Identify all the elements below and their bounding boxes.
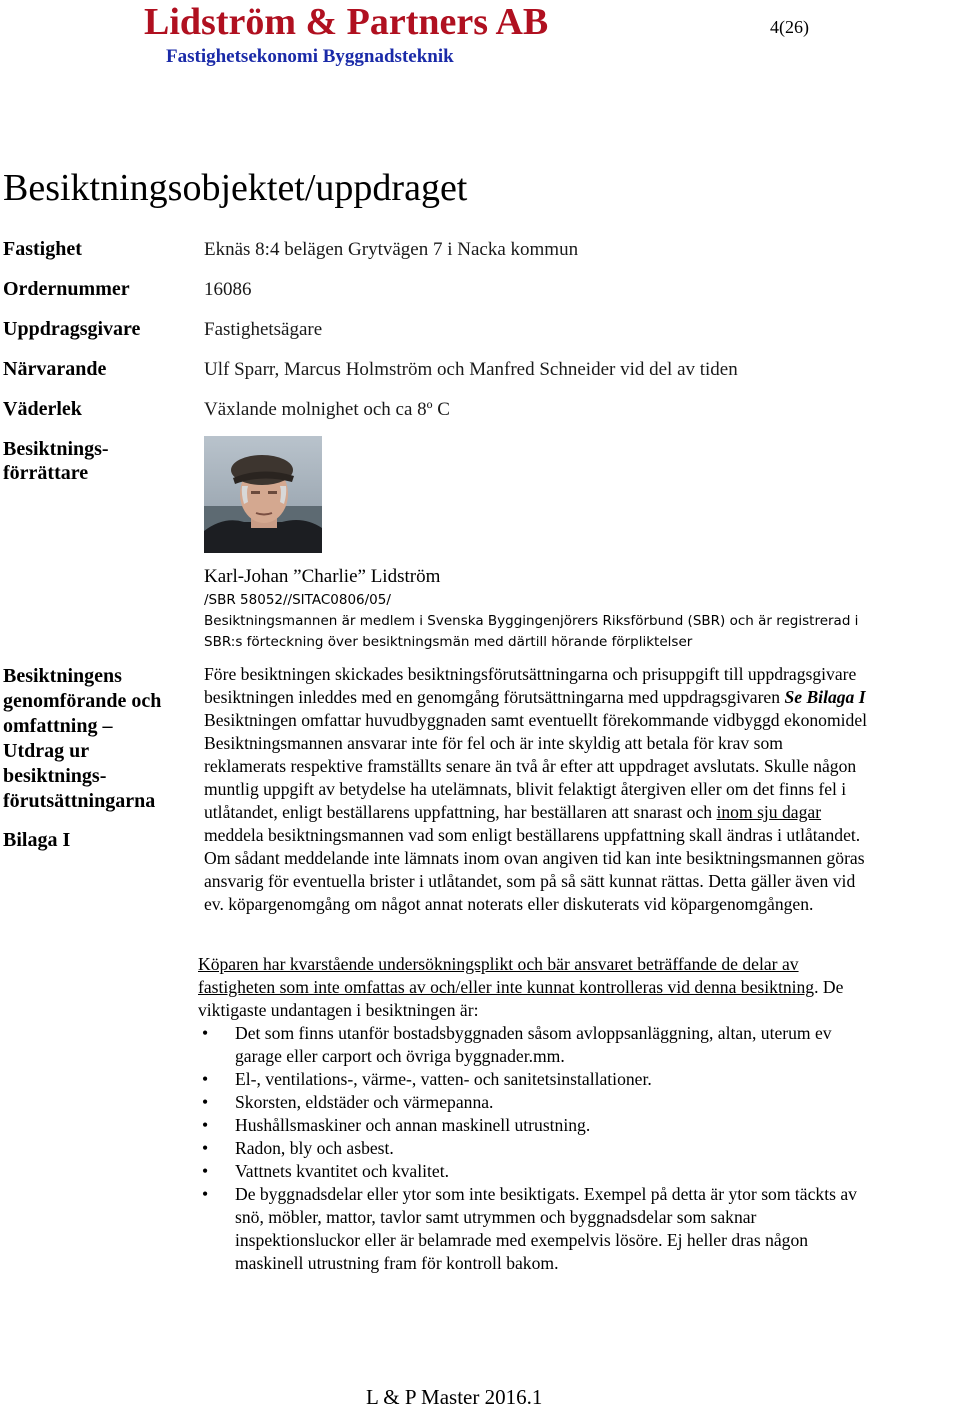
- text-line: Om sådant meddelande inte lämnats inom ovan angiven tid kan inte besiktningsmannen göras: [204, 848, 865, 868]
- list-item: [198, 1160, 938, 1183]
- label-besiktningsforrattare-1: Besiktnings-: [3, 438, 109, 460]
- bilaga-label: Bilaga I: [3, 829, 71, 851]
- text-line: meddela besiktningsmannen vad som enligt beställarens uppfattning skall ändras i utlåtandet.: [204, 825, 861, 845]
- text-line: reklamerats respektive framställts senare än två år efter att uppdraget avslutats. Skulle någon: [204, 756, 857, 776]
- list-item: [198, 1183, 938, 1275]
- section-label-line: omfattning –: [3, 715, 113, 737]
- text-line: viktigaste undantagen i besiktningen är:: [198, 1000, 479, 1020]
- company-name: Lidström & Partners AB: [144, 1, 549, 43]
- text-line: garage eller carport och övriga byggnader.mm.: [235, 1046, 565, 1066]
- list-item: [198, 1022, 938, 1068]
- inspector-photo: [204, 436, 322, 553]
- section-label-line: Besiktningens: [3, 665, 122, 687]
- value-vaderlek: Växlande molnighet och ca 8º C: [204, 399, 450, 420]
- text-line: snö, möbler, mattor, tavlor samt utrymmen och byggnadsdelar som saknar: [235, 1207, 757, 1227]
- value-fastighet: Eknäs 8:4 belägen Grytvägen 7 i Nacka kommun: [204, 239, 579, 260]
- company-subtitle: Fastighetsekonomi Byggnadsteknik: [166, 46, 454, 67]
- text-line: Skorsten, eldstäder och värmepanna.: [235, 1092, 494, 1112]
- label-vaderlek: Väderlek: [3, 398, 82, 420]
- text-segment: utlåtandet, enligt beställarens uppfattning, har beställaren att snarast och: [204, 802, 713, 822]
- footer-text: L & P Master 2016.1: [366, 1385, 543, 1409]
- bullet-icon: •: [202, 1184, 209, 1204]
- text-line: Köparen har kvarstående undersökningsplikt och bär ansvaret beträffande de delar av: [198, 954, 799, 974]
- text-segment: fastigheten som inte omfattas av och/eller inte kunnat kontrolleras vid denna besiktning: [198, 977, 815, 997]
- bullet-icon: •: [202, 1115, 209, 1135]
- label-uppdragsgivare: Uppdragsgivare: [3, 318, 141, 340]
- section-label-line: besiktnings-: [3, 765, 107, 787]
- section-label-line: genomförande och: [3, 690, 162, 712]
- text-line: El-, ventilations-, värme-, vatten- och sanitetsinstallationer.: [235, 1069, 652, 1089]
- text-line: Radon, bly och asbest.: [235, 1138, 394, 1158]
- se-bilaga-reference: Se Bilaga I: [784, 687, 866, 707]
- deadline-underlined: inom sju dagar: [716, 802, 822, 822]
- text-line: Före besiktningen skickades besiktningsförutsättningarna och prisuppgift till uppdragsgivare: [204, 664, 857, 684]
- bullet-icon: •: [202, 1161, 209, 1181]
- label-ordernummer: Ordernummer: [3, 278, 130, 300]
- text-line: Besiktningsmannen ansvarar inte för fel och är inte skyldig att betala för krav som: [204, 733, 783, 753]
- list-item: [198, 1091, 938, 1114]
- text-line: maskinell utrustning fram för kontroll bakom.: [235, 1253, 559, 1273]
- section-label-line: Utdrag ur: [3, 740, 90, 762]
- inspector-name: Karl-Johan ”Charlie” Lidström: [204, 566, 441, 587]
- text-line: Besiktningen omfattar huvudbyggnaden samt eventuellt förekommande vidbyggd ekonomidel: [204, 710, 868, 730]
- text-line: Vattnets kvantitet och kvalitet.: [235, 1161, 450, 1181]
- label-besiktningsforrattare-2: förrättare: [3, 462, 89, 484]
- bullet-icon: •: [202, 1023, 209, 1043]
- exclusions-section: [198, 953, 938, 1275]
- value-uppdragsgivare: Fastighetsägare: [204, 319, 323, 340]
- list-item: [198, 1068, 938, 1091]
- text-line: [204, 801, 958, 824]
- text-line: Hushållsmaskiner och annan maskinell utrustning.: [235, 1115, 591, 1135]
- inspector-membership-1: Besiktningsmannen är medlem i Svenska Byggingenjörers Riksförbund (SBR) och är registrerad i: [204, 613, 859, 629]
- bullet-icon: •: [202, 1092, 209, 1112]
- section-text: [204, 663, 958, 916]
- text-line: ev. köpargenomgång om något annat noterats eller diskuterats vid köpargenomgången.: [204, 894, 814, 914]
- text-line: ansvarig för eventuella brister i utlåtandet, som på så sätt kunnat rättas. Detta gäller även vid: [204, 871, 856, 891]
- list-item: [198, 1114, 938, 1137]
- page-title: Besiktningsobjektet/uppdraget: [3, 167, 468, 209]
- text-line: [198, 976, 938, 999]
- label-fastighet: Fastighet: [3, 238, 82, 260]
- text-segment: . De: [814, 977, 844, 997]
- text-line: Det som finns utanför bostadsbyggnaden såsom avloppsanläggning, altan, uterum ev: [235, 1023, 832, 1043]
- text-line: muntlig uppgift av betydelse ha utelämnats, blivit felaktigt återgiven eller om det finns fel i: [204, 779, 847, 799]
- label-narvarande: Närvarande: [3, 358, 107, 380]
- text-line: De byggnadsdelar eller ytor som inte besiktigats. Exempel på detta är ytor som täckts av: [235, 1184, 857, 1204]
- text-line: inspektionsluckor eller är belamrade med exempelvis lösöre. Ej heller dras någon: [235, 1230, 809, 1250]
- bullet-icon: •: [202, 1138, 209, 1158]
- page-number: 4(26): [770, 17, 809, 37]
- section-label: [3, 664, 161, 814]
- text-segment: besiktningen inleddes med en genomgång förutsättningarna med uppdragsgivaren: [204, 687, 781, 707]
- text-line: [204, 686, 958, 709]
- value-ordernummer: 16086: [204, 279, 252, 300]
- bullet-icon: •: [202, 1069, 209, 1089]
- section-label-line: förutsättningarna: [3, 790, 156, 812]
- inspector-membership-2: SBR:s förteckning över besiktningsmän med därtill hörande förpliktelser: [204, 634, 693, 650]
- list-item: [198, 1137, 938, 1160]
- value-narvarande: Ulf Sparr, Marcus Holmström och Manfred Schneider vid del av tiden: [204, 359, 738, 380]
- inspector-id: /SBR 58052//SITAC0806/05/: [204, 592, 391, 608]
